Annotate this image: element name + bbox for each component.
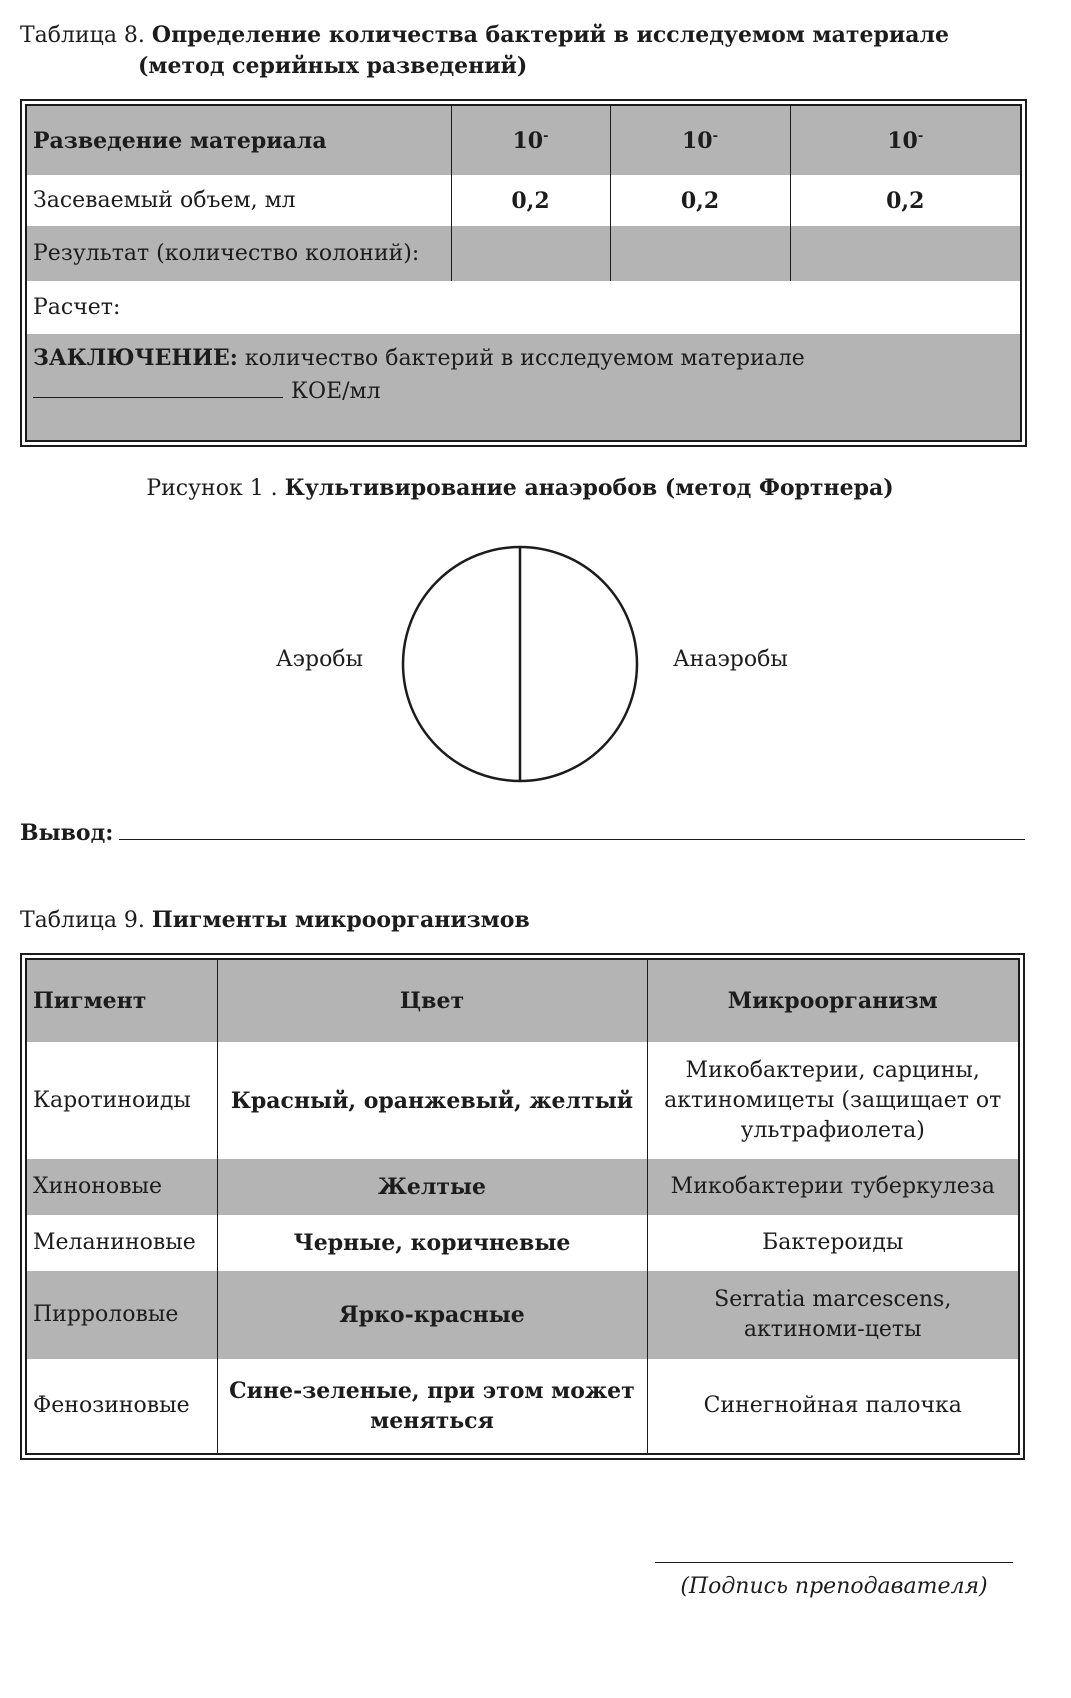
conclusion-line <box>20 817 1025 848</box>
signature-line[interactable] <box>655 1562 1013 1563</box>
pigment-cell: Пирроловые <box>33 1302 179 1327</box>
result-label: Результат (количество колоний): <box>33 240 420 266</box>
pigment-cell: Меланиновые <box>33 1230 196 1255</box>
organism-cell: Микобактерии, сарцины, актиномицеты (защищает от ультрафиолета) <box>647 1042 1018 1159</box>
table8-caption-prefix: Таблица 8. <box>20 23 145 48</box>
vyvod-blank[interactable] <box>119 817 1025 840</box>
signature-label: (Подпись преподавателя) <box>680 1574 988 1599</box>
table9-caption <box>20 905 530 936</box>
dilution-cell-2: 10- <box>610 106 790 175</box>
color-cell: Ярко-красные <box>217 1271 647 1359</box>
conclusion-bold: ЗАКЛЮЧЕНИЕ: <box>33 345 238 371</box>
conclusion-cell <box>27 334 1020 440</box>
volume-value-1: 0,2 <box>451 175 610 226</box>
table8-caption <box>20 20 949 81</box>
conclusion-blank[interactable] <box>33 375 283 398</box>
conclusion-unit: КОЕ/мл <box>291 379 381 404</box>
table8-caption-title: Определение количества бактерий в исследуемом материале <box>151 22 949 48</box>
color-cell: Черные, коричневые <box>217 1215 647 1271</box>
table-row <box>27 1042 1018 1159</box>
anaerobes-label: Анаэробы <box>673 647 788 672</box>
table8-caption-subtitle: (метод серийных разведений) <box>138 53 528 79</box>
vyvod-label: Вывод: <box>20 820 114 846</box>
result-cell-3[interactable] <box>790 226 1020 281</box>
table9-caption-title: Пигменты микроорганизмов <box>151 907 530 933</box>
header-organism: Микроорганизм <box>647 960 1018 1042</box>
organism-cell: Синегнойная палочка <box>647 1359 1018 1453</box>
dilution-cell-3: 10- <box>790 106 1020 175</box>
table-row <box>27 1271 1018 1359</box>
organism-cell: Serratia marcescens, актиноми-цеты <box>647 1271 1018 1359</box>
volume-value-2: 0,2 <box>610 175 790 226</box>
figure1-caption <box>0 473 1040 504</box>
organism-cell: Микобактерии туберкулеза <box>647 1159 1018 1215</box>
result-cell-2[interactable] <box>610 226 790 281</box>
figure1-caption-prefix: Рисунок 1 . <box>146 476 278 501</box>
volume-label: Засеваемый объем, мл <box>33 187 296 213</box>
header-color: Цвет <box>217 960 647 1042</box>
conclusion-text: количество бактерий в исследуемом материале <box>237 346 805 371</box>
table8 <box>20 99 1027 447</box>
pigment-cell: Фенозиновые <box>33 1393 190 1418</box>
pigment-cell: Хиноновые <box>33 1174 163 1199</box>
petri-dish-figure <box>400 544 640 784</box>
result-cell-1[interactable] <box>451 226 610 281</box>
aerobes-label: Аэробы <box>276 647 364 672</box>
table-row <box>27 1359 1018 1453</box>
table-row <box>27 1215 1018 1271</box>
calc-label: Расчет: <box>33 294 121 320</box>
organism-cell: Бактероиды <box>647 1215 1018 1271</box>
figure1-caption-title: Культивирование анаэробов (метод Фортнера) <box>284 475 894 501</box>
header-pigment: Пигмент <box>33 988 147 1014</box>
table-row <box>27 1159 1018 1215</box>
table9-caption-prefix: Таблица 9. <box>20 908 145 933</box>
dilution-cell-1: 10- <box>451 106 610 175</box>
table9 <box>20 953 1025 1460</box>
color-cell: Сине-зеленые, при этом может меняться <box>217 1359 647 1453</box>
dilution-label: Разведение материала <box>33 127 327 154</box>
volume-value-3: 0,2 <box>790 175 1020 226</box>
color-cell: Красный, оранжевый, желтый <box>217 1042 647 1159</box>
color-cell: Желтые <box>217 1159 647 1215</box>
pigment-cell: Каротиноиды <box>33 1087 191 1113</box>
